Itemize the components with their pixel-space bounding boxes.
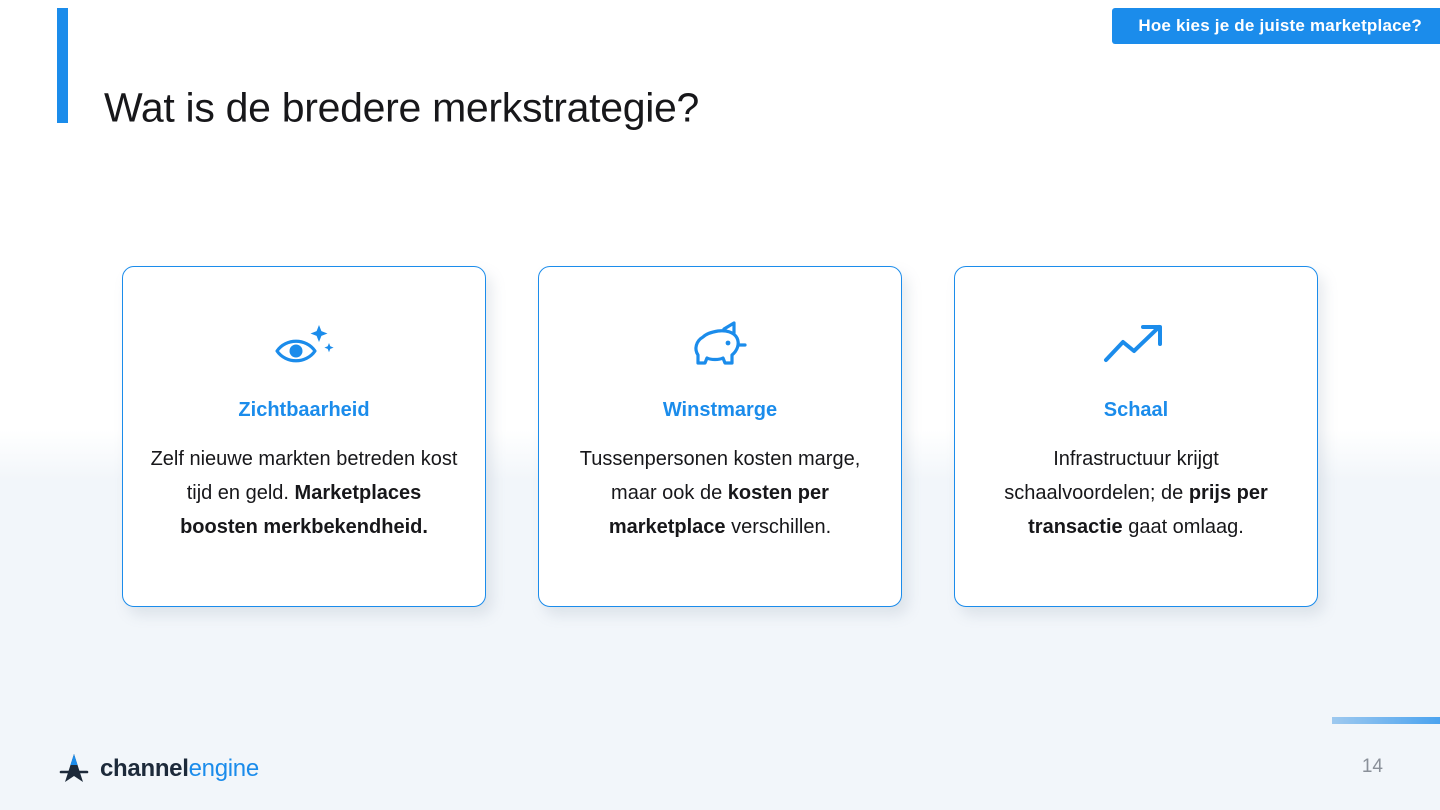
title-accent-bar [57,8,68,123]
logo-text-bold: channel [100,755,189,782]
card-body: Zelf nieuwe markten betreden kost tijd en geld. Marketplaces boosten merkbekendheid. [150,448,458,538]
card-zichtbaarheid [122,266,486,607]
channelengine-mark-icon [57,752,91,786]
card-body: Infrastructuur krijgt schaalvoordelen; de prijs per transactie gaat omlaag. [1004,448,1268,538]
card-title: Zichtbaarheid [238,399,370,421]
page-number: 14 [1361,756,1383,777]
eye-sparkle-icon [273,313,335,375]
corner-accent [1332,717,1440,724]
page-title: Wat is de bredere merkstrategie? [104,84,700,131]
channelengine-logo [57,752,259,786]
section-ribbon [1112,8,1440,44]
card-title: Winstmarge [662,399,778,421]
piggy-bank-icon [690,313,750,375]
card-winstmarge [538,266,902,607]
card-title: Schaal [1103,399,1169,421]
logo-text-light: engine [188,755,259,782]
trend-up-arrow-icon [1101,313,1171,375]
card-body: Tussenpersonen kosten marge, maar ook de kosten per marketplace verschillen. [579,448,861,538]
section-ribbon-label: Hoe kies je de juiste marketplace? [1138,16,1422,35]
logo-text [100,755,259,783]
card-schaal [954,266,1318,607]
card-list [122,266,1318,607]
